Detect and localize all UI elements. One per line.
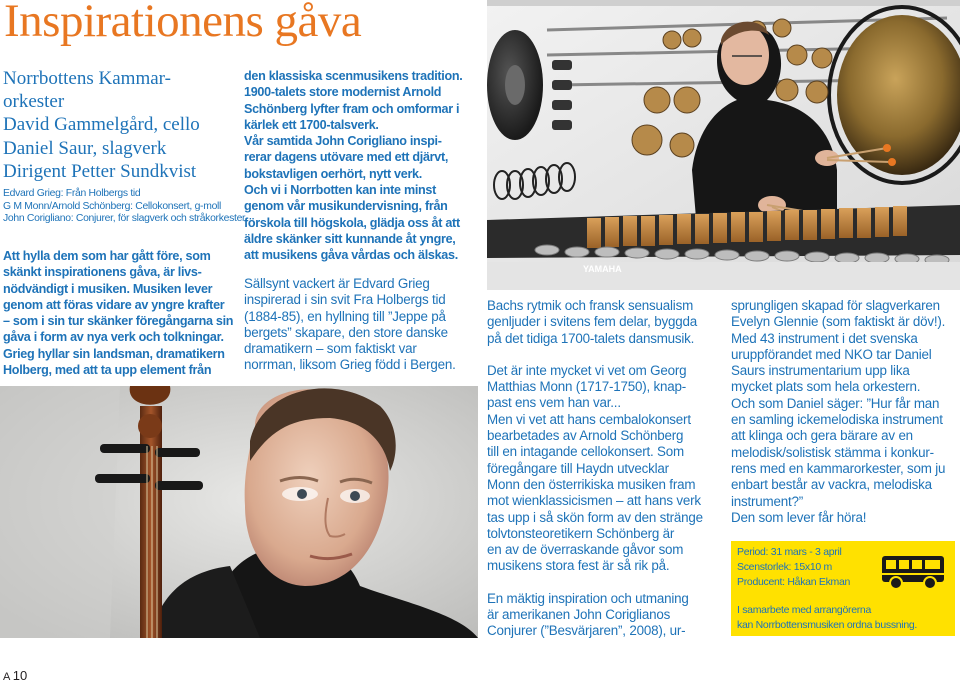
performer-line: Daniel Saur, slagverk <box>3 137 167 159</box>
lead-line: – som i sin tur skänker föregångarna sin <box>3 314 234 329</box>
instrument-brand: YAMAHA <box>583 264 622 274</box>
text-line: Och som Daniel säger: ”Hur får man <box>731 395 940 411</box>
lead-line: Att hylla dem som har gått före, som <box>3 249 211 263</box>
text-line: föregångare till Haydn utvecklar <box>487 460 669 476</box>
text-line: Conjurer (”Besvärjaren”, 2008), ur- <box>487 623 686 639</box>
text-line: sprungligen skapad för slagverkaren <box>731 298 940 313</box>
lead-line: Grieg hyllar sin landsman, dramatikern <box>3 346 225 361</box>
cellist-photo <box>0 386 478 638</box>
text-line: mycket plats som hela orkestern. <box>731 379 921 395</box>
text-line: melodisk/solistisk stämma i konkur- <box>731 444 934 460</box>
text-line: bokstavligen oerhört, nytt verk. <box>244 166 422 181</box>
text-line: en samling ickemelodiska instrument <box>731 412 943 428</box>
text-line: på det tidiga 1700-talets dansmusik. <box>487 330 695 346</box>
text-line: Det är inte mycket vi vet om Georg <box>487 362 687 378</box>
lead-line: nödvändigt i musiken. Musiken lever <box>3 281 213 296</box>
info-box <box>731 541 955 636</box>
text-line: förskola till högskola, glädja oss åt att <box>244 215 460 230</box>
text-line: bearbetades av Arnold Schönberg <box>487 428 684 444</box>
text-line: Sällsynt vackert är Edvard Grieg <box>244 276 430 291</box>
column-4-text <box>731 298 959 526</box>
performers-list <box>3 67 235 183</box>
text-line: enbart består av vackra, melodiska <box>731 477 932 493</box>
bus-icon <box>881 553 947 591</box>
text-line: genom vår musikundervisning, från <box>244 199 448 214</box>
lead-line: Holberg, med att ta upp element från <box>3 363 212 378</box>
text-line: att musikens gåva vårdas och älskas. <box>244 248 458 263</box>
text-line: Och vi i Norrbotten kan inte minst <box>244 183 437 198</box>
text-line: Monn den österrikiska musiken fram <box>487 476 696 492</box>
lead-line: skänkt inspirationens gåva, är livs- <box>3 265 202 280</box>
text-line: dramatikern – som faktiskt var <box>244 341 417 357</box>
info-cooperation: I samarbete med arrangörerna <box>737 604 872 616</box>
info-bus-service: kan Norrbottensmusiken ordna bussning. <box>737 619 918 631</box>
column-3-text <box>487 298 722 640</box>
text-line: Men vi vet att hans cembalokonsert <box>487 411 691 427</box>
lead-paragraph <box>3 248 235 378</box>
text-line: kärlek ett 1700-talsverk. <box>244 117 379 132</box>
text-line: instrument?” <box>731 493 804 509</box>
text-line: Vår samtida John Corigliano inspi- <box>244 134 442 149</box>
text-line: bergets” skapare, den store danske <box>244 324 448 340</box>
program-line: John Corigliano: Conjurer, för slagverk och stråkorkester <box>3 213 246 225</box>
text-line: norrman, liksom Grieg född i Bergen. <box>244 357 456 373</box>
paragraph-gap <box>487 575 722 591</box>
program-line: Edvard Grieg: Från Holbergs tid <box>3 188 141 199</box>
page-number: 10 <box>12 668 28 683</box>
performer-line: orkester <box>3 91 65 113</box>
info-period: Period: 31 mars - 3 april <box>737 546 842 558</box>
page-footer <box>3 668 27 683</box>
text-line: att klinga och gera bärare av en <box>731 428 913 444</box>
performer-line: Norrbottens Kammar- <box>3 68 171 89</box>
text-line: Schönberg lyfter fram och omformar i <box>244 101 460 116</box>
text-line: En mäktig inspiration och utmaning <box>487 590 689 606</box>
program-list <box>3 188 246 226</box>
column-2-text <box>244 276 472 374</box>
info-stage-size: Scenstorlek: 15x10 m <box>737 561 832 573</box>
text-line: rens med en kammarorkester, som ju <box>731 460 946 476</box>
text-line: den klassiska scenmusikens tradition. <box>244 69 463 83</box>
text-line: Matthias Monn (1717-1750), knap- <box>487 379 687 395</box>
info-producer: Producent: Håkan Ekman <box>737 576 851 588</box>
performer-line: Dirigent Petter Sundkvist <box>3 160 197 182</box>
text-line: tas upp i så skön form av den stränge <box>487 509 703 525</box>
performer-line: David Gammelgård, cello <box>3 114 200 136</box>
text-line: till en intagande cellokonsert. Som <box>487 444 684 460</box>
text-line: musikens stora fest är så rik på. <box>487 558 670 574</box>
text-line: Den som lever får höra! <box>731 509 867 525</box>
paragraph-gap <box>487 347 722 363</box>
text-line: äldre skänker sitt kunnande åt yngre, <box>244 231 456 246</box>
section-letter: A <box>3 671 10 683</box>
text-line: Evelyn Glennie (som faktiskt är döv!). <box>731 314 946 330</box>
text-line: inspirerad i sin svit Fra Holbergs tid <box>244 292 446 308</box>
text-line: (1884-85), en hyllning till ”Jeppe på <box>244 308 446 324</box>
text-line: Bachs rytmik och fransk sensualism <box>487 298 694 313</box>
text-line: genljuder i svitens fem delar, byggda <box>487 314 697 330</box>
program-line: G M Monn/Arnold Schönberg: Cellokonsert, g-moll <box>3 200 222 212</box>
text-line: Saurs instrumentarium upp lika <box>731 363 910 379</box>
text-line: tolvtonsteoretikern Schönberg är <box>487 525 675 541</box>
text-line: är amerikanen John Coriglianos <box>487 607 671 623</box>
percussionist-photo <box>487 0 960 290</box>
text-line: uruppförandet med NKO tar Daniel <box>731 346 932 362</box>
text-line: 1900-talets store modernist Arnold <box>244 85 442 100</box>
text-line: past ens vem han var... <box>487 395 621 411</box>
article-title: Inspirationens gåva <box>4 0 362 47</box>
text-line: en av de överraskande gåvor som <box>487 542 684 558</box>
column-2-bold-text <box>244 68 472 264</box>
text-line: mot wienklassicismen – att hans verk <box>487 493 701 509</box>
text-line: rerar dagens utövare med ett djärvt, <box>244 150 449 165</box>
lead-line: gåva i form av nya verk och tolkningar. <box>3 330 224 345</box>
lead-line: genom att föras vidare av yngre krafter <box>3 297 225 312</box>
text-line: Med 43 instrument i det svenska <box>731 330 918 346</box>
